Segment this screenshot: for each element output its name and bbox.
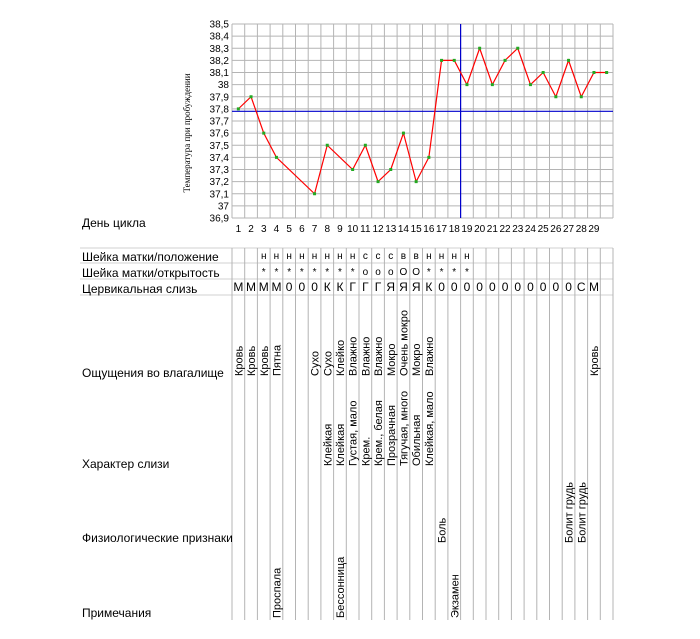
table-cell: 0 [463, 280, 471, 294]
table-cell: * [464, 267, 469, 278]
x-tick-label: 11 [360, 224, 371, 235]
table-cell: С [576, 280, 586, 294]
cervix-position-label: Шейка матки/положение [82, 250, 219, 264]
table-cell: * [261, 267, 266, 278]
y-tick-label: 37,8 [209, 104, 229, 116]
temperature-point [592, 71, 595, 74]
table-cell: 0 [539, 280, 547, 294]
table-cell: o [362, 267, 369, 278]
table-cell: * [426, 267, 431, 278]
temperature-point [351, 168, 354, 171]
x-tick-label: 17 [435, 224, 448, 235]
table-cell: 0 [285, 280, 293, 294]
x-tick-label: 26 [550, 224, 562, 235]
table-cell: в [400, 251, 407, 262]
x-tick-label: 12 [372, 224, 384, 235]
table-cell: Сухо [322, 351, 335, 376]
y-tick-label: 37,6 [209, 128, 229, 140]
y-tick-label: 36,9 [209, 213, 229, 225]
x-tick-label: 19 [461, 224, 473, 235]
table-cell: * [325, 267, 330, 278]
table-cell: н [273, 251, 280, 262]
table-cell: Клейко [334, 339, 347, 376]
x-tick-label: 10 [347, 224, 359, 235]
x-tick-label: 14 [397, 224, 410, 235]
table-cell: * [337, 267, 342, 278]
table-cell: O [399, 267, 408, 278]
temperature-point [377, 180, 380, 183]
temperature-point [478, 47, 481, 50]
table-cell: с [362, 251, 368, 262]
x-tick-label: 8 [324, 224, 331, 235]
notes-label: Примечания [82, 606, 152, 620]
temperature-point [237, 107, 240, 110]
table-cell: Густая, мало [347, 400, 360, 466]
y-tick-label: 37,7 [209, 116, 229, 128]
table-cell: 0 [438, 280, 445, 294]
table-cell: 0 [311, 280, 318, 294]
table-cell: Клейкая [334, 423, 347, 466]
y-tick-label: 38,3 [209, 43, 229, 55]
temperature-point [580, 95, 583, 98]
table-cell: 0 [489, 280, 496, 294]
temperature-point [567, 59, 570, 62]
table-cell: Влажно [373, 336, 386, 376]
table-cell: Г [349, 280, 356, 294]
y-tick-label: 38 [217, 80, 229, 92]
cervix-openness-label: Шейка матки/открытость [82, 266, 220, 280]
table-cell: 0 [450, 280, 458, 294]
table-cell: Г [374, 280, 382, 294]
table-cell: * [274, 267, 279, 278]
table-cell: н [337, 251, 343, 262]
temperature-point [364, 144, 367, 147]
table-cell: н [311, 251, 318, 262]
table-cell: * [312, 267, 317, 278]
table-cell: Проспала [271, 567, 284, 618]
table-cell: М [271, 280, 282, 294]
x-tick-label: 16 [423, 224, 435, 235]
x-tick-label: 18 [448, 224, 460, 235]
table-cell: н [299, 251, 305, 262]
table-cell: в [413, 251, 419, 262]
table-cell: Крем., белая [373, 400, 386, 466]
x-tick-label: 7 [311, 224, 318, 235]
sensations-label: Ощущения во влагалище [82, 366, 224, 380]
x-tick-label: 29 [588, 224, 600, 235]
table-cell: Влажно [423, 336, 436, 376]
x-tick-label: 2 [248, 224, 254, 235]
table-cell: Тягучая, много [398, 390, 411, 466]
x-tick-label: 27 [562, 224, 575, 235]
table-cell: Мокро [385, 343, 398, 376]
table-cell: Болит грудь [563, 481, 576, 543]
temperature-point [250, 95, 253, 98]
grid [232, 24, 613, 218]
table-cell: Клейкая, мало [423, 391, 436, 466]
y-tick-label: 37,9 [209, 92, 229, 104]
table-cell: Клейкая [322, 423, 335, 466]
table-cell: К [425, 280, 433, 294]
table-cell: Очень мокро [398, 310, 411, 376]
table-cell: н [286, 251, 292, 262]
y-tick-label: 38,1 [209, 68, 229, 79]
table-cell: н [464, 251, 470, 262]
table-cell: Болит грудь [576, 481, 589, 543]
temperature-point [275, 156, 278, 159]
table-cell: Пятна [271, 344, 284, 376]
table-cell: н [260, 251, 267, 262]
table-cell: * [439, 267, 444, 278]
table-cell: * [299, 267, 304, 278]
x-tick-label: 3 [260, 224, 267, 235]
temperature-point [402, 132, 405, 135]
table-cell: М [258, 280, 269, 294]
table-cell: Я [399, 280, 408, 294]
table-cell: Я [411, 280, 421, 294]
table-cell: 0 [552, 280, 560, 294]
y-tick-label: 38,2 [209, 55, 229, 67]
temperature-point [440, 59, 443, 62]
table-cell: Сухо [309, 351, 322, 376]
table-cell: М [233, 280, 244, 294]
x-tick-label: 28 [575, 224, 587, 235]
table-cell: 0 [476, 280, 483, 294]
x-tick-label: 23 [512, 224, 524, 235]
observation-table [80, 248, 613, 620]
table-cell: К [323, 280, 331, 294]
table-cell: 0 [298, 280, 306, 294]
table-cell: 0 [501, 280, 509, 294]
table-cell: 0 [514, 280, 522, 294]
table-cell: Обильная [411, 414, 424, 466]
y-tick-label: 38,5 [209, 19, 229, 31]
y-tick-label: 37 [217, 201, 229, 213]
temperature-point [313, 192, 316, 195]
table-cell: с [375, 251, 381, 262]
x-tick-label: 15 [410, 224, 422, 235]
physio-signs-label: Физиологические признаки [82, 531, 233, 545]
temperature-point [491, 83, 494, 86]
table-cell: Г [362, 280, 369, 294]
temperature-point [504, 59, 507, 62]
x-tick-label: 22 [499, 224, 511, 235]
y-tick-label: 38,4 [209, 31, 229, 43]
table-cell: Кровь [246, 345, 259, 376]
table-cell: o [387, 267, 394, 278]
x-tick-label: 6 [299, 224, 305, 235]
table-cell: М [588, 280, 599, 294]
temperature-point [453, 59, 456, 62]
temperature-point [427, 156, 430, 159]
temperature-point [542, 71, 545, 74]
table-cell: Мокро [411, 343, 424, 376]
table-cell: Я [386, 280, 396, 294]
table-cell: н [426, 251, 432, 262]
y-tick-label: 37,4 [209, 152, 229, 164]
table-cell: Влажно [360, 336, 373, 376]
table-cell: н [451, 251, 458, 262]
x-tick-label: 5 [286, 224, 292, 235]
x-tick-label: 24 [524, 224, 537, 235]
cycle-day-label: День цикла [82, 216, 146, 230]
table-cell: Влажно [347, 336, 360, 376]
table-cell: Экзамен [449, 574, 462, 618]
x-tick-label: 1 [235, 224, 242, 235]
table-cell: 0 [565, 280, 572, 294]
axes [210, 20, 600, 236]
table-cell: н [349, 251, 356, 262]
table-cell: * [350, 267, 355, 278]
temperature-point [465, 83, 468, 86]
table-cell: М [246, 280, 257, 294]
cervical-mucus-label: Цервикальная слизь [82, 282, 198, 296]
y-tick-label: 37,3 [209, 165, 229, 176]
temperature-point [326, 144, 329, 147]
table-cell: Кровь [258, 345, 271, 376]
table-cell: К [336, 280, 344, 294]
temperature-point [516, 47, 519, 50]
table-cell: * [452, 267, 457, 278]
table-cell: н [438, 251, 445, 262]
table-cell: o [375, 267, 381, 278]
x-tick-label: 9 [337, 224, 343, 235]
table-cell: н [324, 251, 331, 262]
y-tick-label: 37,2 [209, 177, 229, 189]
table-cell: Кровь [588, 345, 601, 376]
table-cell: 0 [527, 280, 534, 294]
table-cell: Кровь [233, 345, 246, 376]
x-tick-label: 21 [486, 224, 498, 235]
temperature-point [554, 95, 557, 98]
temperature-point [389, 168, 392, 171]
table-cell: Прозрачная [385, 405, 398, 466]
x-tick-label: 20 [474, 224, 486, 235]
table-cell: Бессонница [334, 556, 347, 618]
y-tick-label: 37,5 [209, 140, 229, 152]
x-tick-label: 25 [537, 224, 549, 235]
table-cell: * [287, 267, 292, 278]
temperature-point [262, 132, 265, 135]
table-cell: с [388, 251, 394, 262]
x-tick-label: 13 [385, 224, 397, 235]
temperature-point [529, 83, 532, 86]
y-axis-label: Температура при пробуждении [182, 73, 192, 193]
table-cell: O [412, 267, 421, 278]
table-cell: Крем. [360, 436, 373, 466]
y-tick-label: 37,1 [209, 189, 229, 201]
temperature-point [415, 180, 418, 183]
x-tick-label: 4 [273, 224, 280, 235]
temperature-point [605, 71, 608, 74]
mucus-character-label: Характер слизи [82, 457, 170, 471]
table-cell: Боль [436, 517, 449, 543]
